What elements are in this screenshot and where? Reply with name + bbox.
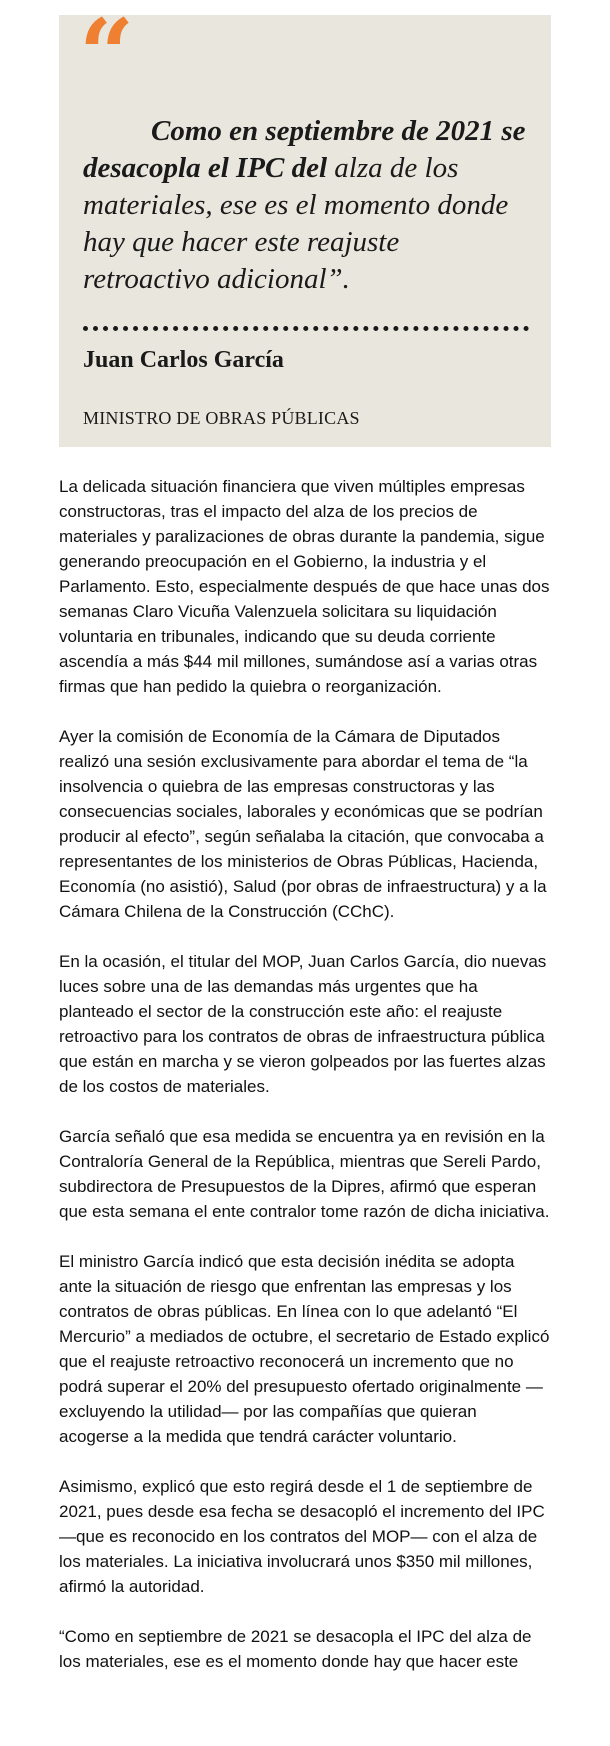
- pullquote-text: [83, 113, 529, 298]
- article-paragraph: Ayer la comisión de Economía de la Cámara de Diputados realizó una sesión exclusivamente para abordar el tema de “la insolvencia o quiebra de las empresas constructoras y las consecuencias sociales, laborales y económicas que se podrían producir al efecto”, según señalaba la citación, que convocaba a representantes de los ministerios de Obras Públicas, Hacienda, Economía (no asistió), Salud (por obras de infraestructura) y a la Cámara Chilena de la Construcción (CChC).: [59, 727, 547, 921]
- article-paragraph: La delicada situación financiera que viven múltiples empresas constructoras, tras el impacto del alza de los precios de materiales y paralizaciones de obras durante la pandemia, sigue generando preocupación en el Gobierno, la industria y el Parlamento. Esto, especialmente después de que hace unas dos semanas Claro Vicuña Valenzuela solicitara su liquidación voluntaria en tribunales, indicando que su deuda corriente ascendía a más $44 mil millones, sumándose así a varias otras firmas que han pedido la quiebra o reorganización.: [59, 477, 550, 696]
- pullquote-text-bold: Como en septiembre de 2021 se desacopla el IPC del: [83, 115, 526, 184]
- article-paragraph: García señaló que esa medida se encuentra ya en revisión en la Contraloría General de la República, mientras que Sereli Pardo, subdirectora de Presupuestos de la Dipres, afirmó que esperan que esta semana el ente contralor tome razón de dicha iniciativa.: [59, 1127, 550, 1221]
- quote-mark-icon: “: [79, 0, 135, 111]
- pullquote-text-rest: alza de los materiales, ese es el momento donde hay que hacer este reajuste retroactivo adicional”.: [83, 152, 509, 295]
- pullquote-author: Juan Carlos García: [83, 347, 284, 373]
- pullquote-author-role: MINISTRO DE OBRAS PÚBLICAS: [83, 408, 360, 428]
- pullquote-box: [59, 0, 551, 447]
- dotted-divider: [83, 326, 529, 331]
- article-paragraph: El ministro García indicó que esta decisión inédita se adopta ante la situación de riesgo que enfrentan las empresas y los contratos de obras públicas. En línea con lo que adelantó “El Mercurio” a mediados de octubre, el secretario de Estado explicó que el reajuste retroactivo reconocerá un incremento que no podrá superar el 20% del presupuesto ofertado originalmente —excluyendo la utilidad— por las compañías que quieran acogerse a la medida que tendrá carácter voluntario.: [59, 1252, 550, 1446]
- article-paragraph: “Como en septiembre de 2021 se desacopla el IPC del alza de los materiales, ese es el momento donde hay que hacer este: [59, 1627, 532, 1671]
- article-paragraph: En la ocasión, el titular del MOP, Juan Carlos García, dio nuevas luces sobre una de las demandas más urgentes que ha planteado el sector de la construcción este año: el reajuste retroactivo para los contratos de obras de infraestructura pública que están en marcha y se vieron golpeados por las fuertes alzas de los costos de materiales.: [59, 952, 547, 1096]
- article-paragraph: Asimismo, explicó que esto regirá desde el 1 de septiembre de 2021, pues desde esa fecha se desacopló el incremento del IPC —que es reconocido en los contratos del MOP— con el alza de los materiales. La iniciativa involucrará unos $350 mil millones, afirmó la autoridad.: [59, 1477, 545, 1596]
- article-body: [59, 474, 551, 1699]
